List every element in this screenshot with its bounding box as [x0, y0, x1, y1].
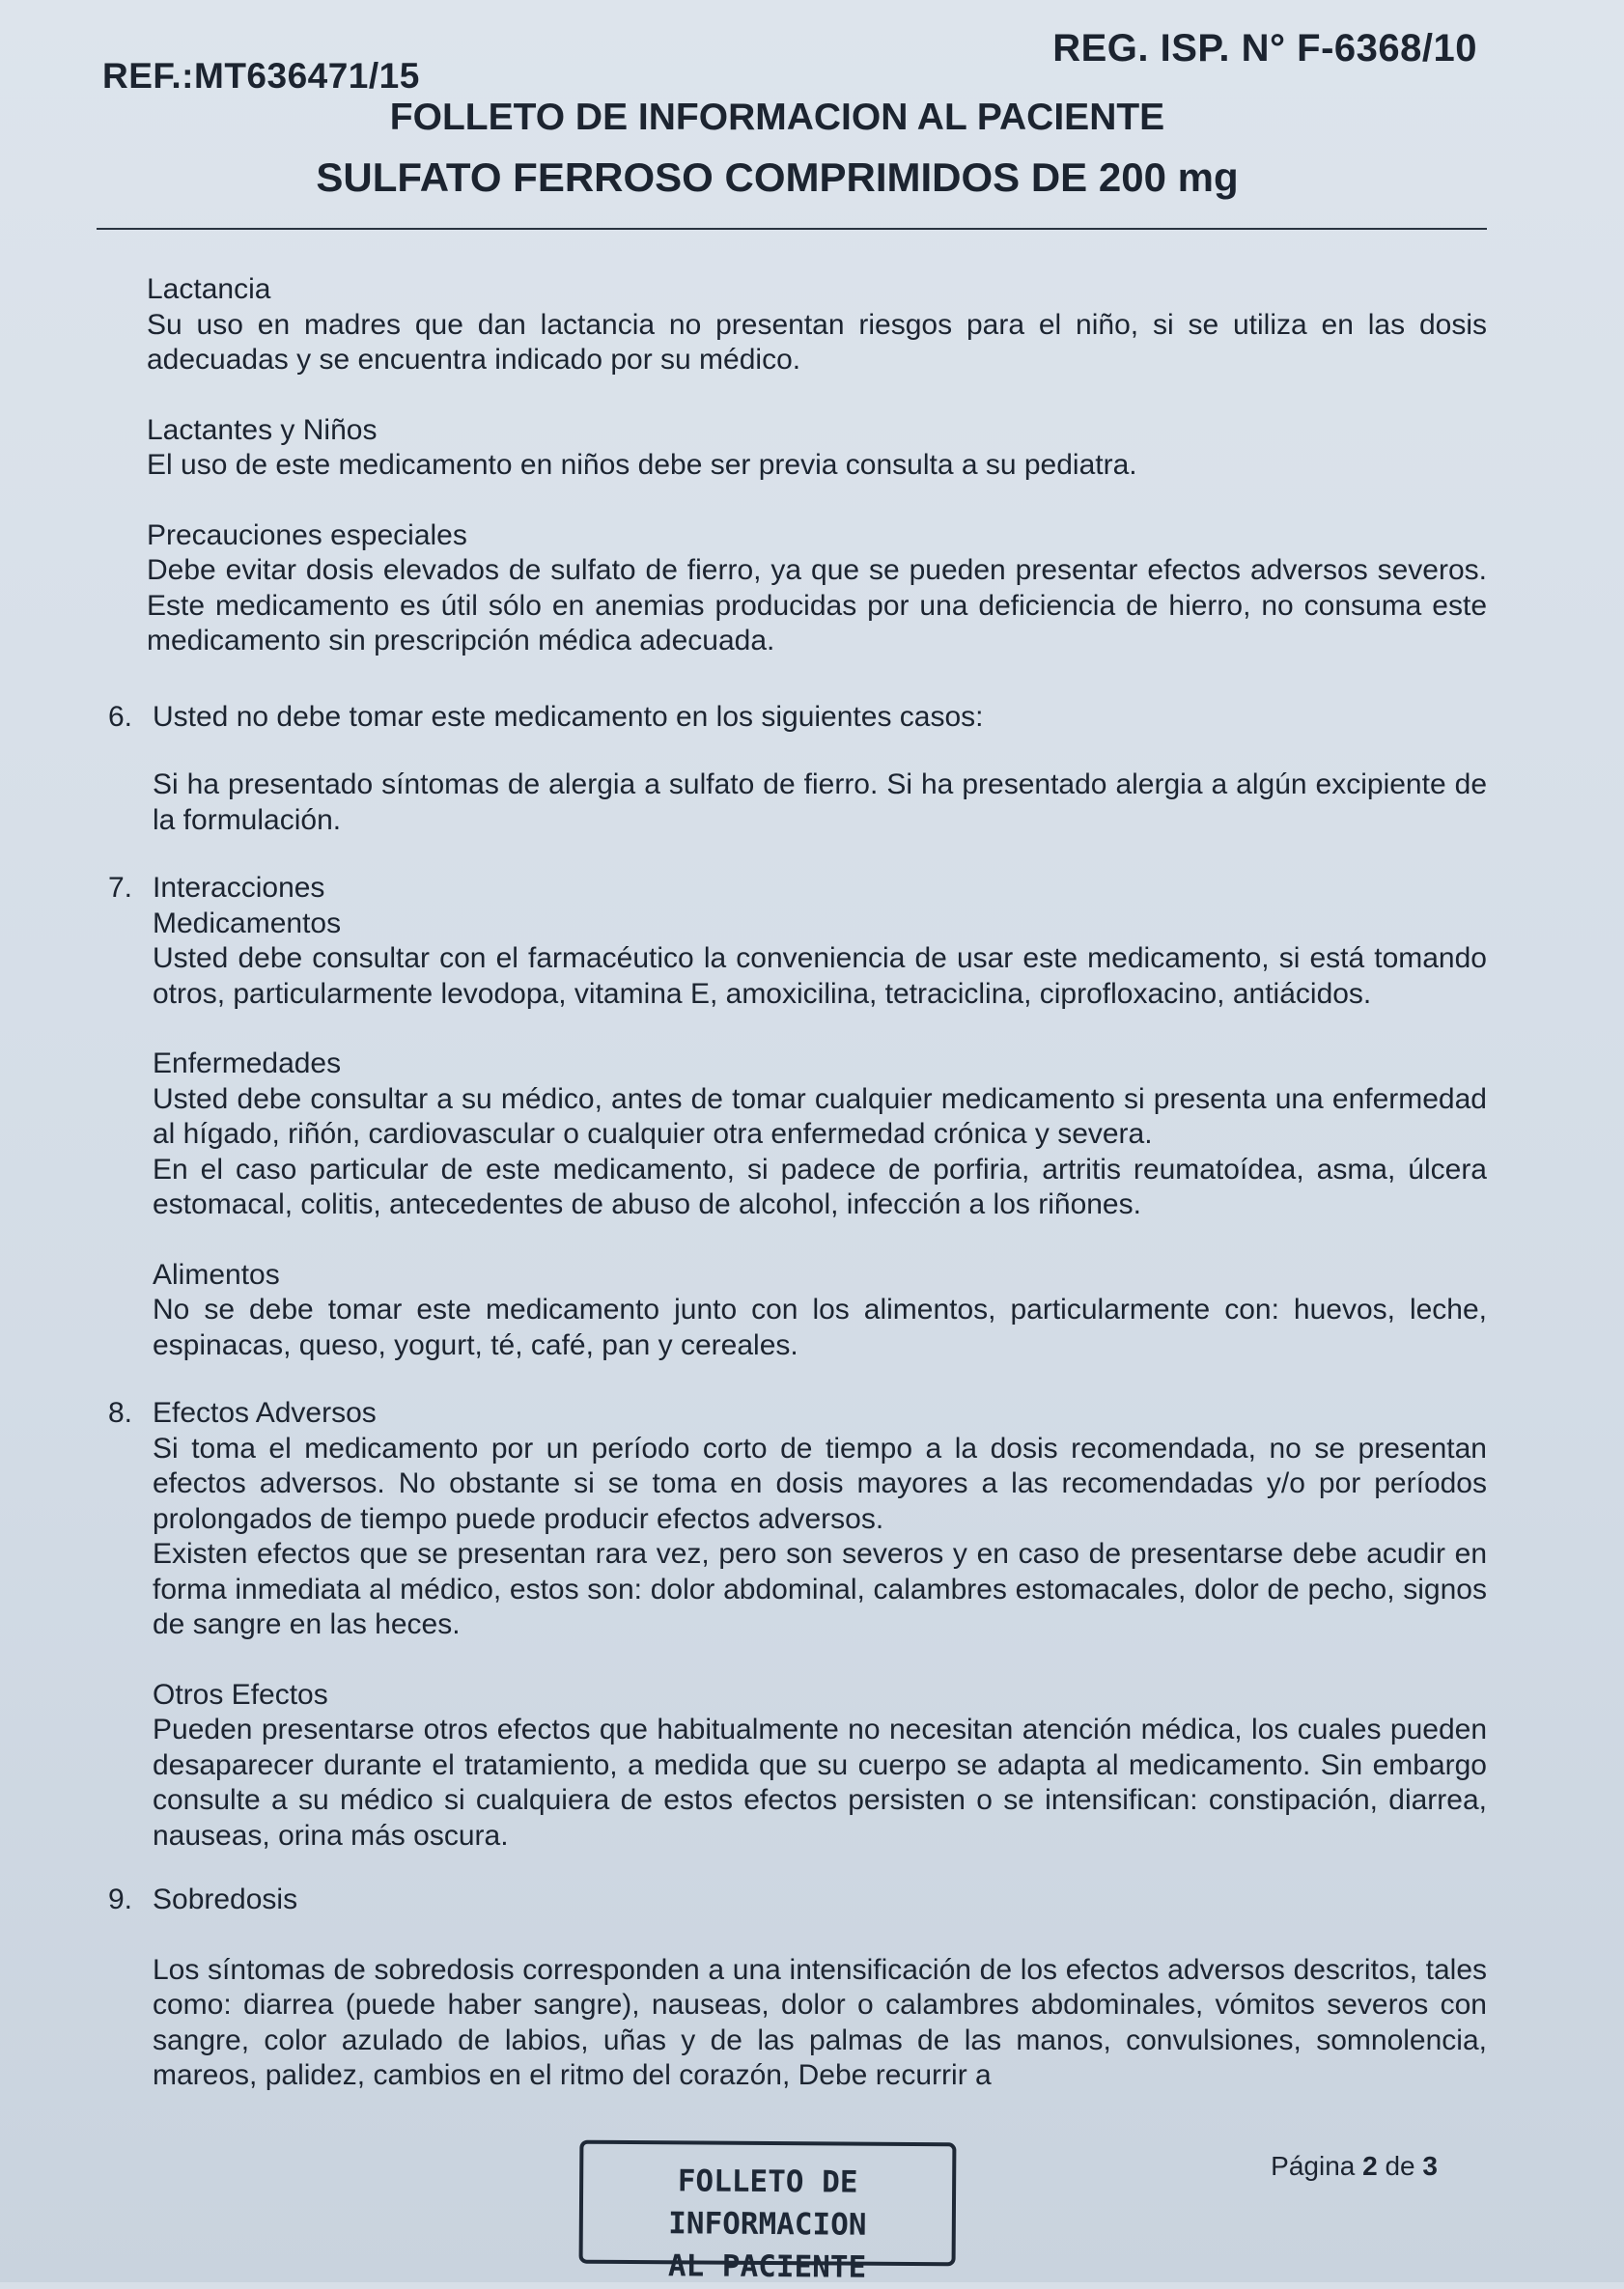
official-stamp: [579, 2140, 957, 2285]
page-prefix: Página: [1271, 2151, 1356, 2181]
page-total: 3: [1422, 2151, 1438, 2181]
subsection-text-enfermedades: En el caso particular de este medicamento, si padece de porfiria, artritis reumatoídea, asma, úlcera estomacal, colitis, antecedentes de abuso de alcohol, infección a los riñones.: [153, 1153, 1487, 1220]
page-current: 2: [1362, 2151, 1378, 2181]
section-text: Su uso en madres que dan lactancia no presentan riesgos para el niño, si se utiliza en las dosis adecuadas y se encuentra indicado por su médico.: [147, 308, 1487, 376]
section-heading: Usted no debe tomar este medicamento en los siguientes casos:: [153, 700, 984, 733]
section-lactancia: [97, 272, 1487, 378]
section-heading: Precauciones especiales: [147, 518, 467, 551]
subsection-heading-alimentos: Alimentos: [153, 1258, 280, 1291]
section-7: [97, 871, 1487, 1363]
section-heading: Sobredosis: [153, 1884, 298, 1915]
subsection-text-medicamentos: Usted debe consultar con el farmacéutico la conveniencia de usar este medicamento, si está tomando otros, particularmente levodopa, vitamina E, amoxicilina, tetraciclina, ciprofloxacino, antiácidos.: [153, 942, 1487, 1010]
header-divider: [97, 228, 1487, 230]
subsection-heading-enfermedades: Enfermedades: [153, 1047, 342, 1079]
stamp-line: FOLLETO DE INFORMACION: [668, 2163, 867, 2243]
registration-number: REG. ISP. N° F-6368/10: [1052, 27, 1477, 70]
subsection-text-alimentos: No se debe tomar este medicamento junto con los alimentos, particularmente con: huevos, leche, espinacas, queso, yogurt, té, café, pan y cereales.: [153, 1294, 1487, 1361]
document-subtitle: SULFATO FERROSO COMPRIMIDOS DE 200 mg: [316, 154, 1239, 200]
section-precauciones: [97, 518, 1487, 659]
section-heading: Lactantes y Niños: [147, 413, 378, 446]
document-title: FOLLETO DE INFORMACION AL PACIENTE: [389, 97, 1165, 138]
section-text: Los síntomas de sobredosis corresponden a una intensificación de los efectos adversos descritos, tales como: diarrea (puede haber sangre), nauseas, dolor o calambres abdominales, vómitos severos con sangre, color azulado de labios, uñas y de las palmas de las manos, convulsiones, somnolencia, mareos, palidez, cambios en el ritmo del corazón, Debe recurrir a: [153, 1953, 1487, 2091]
section-8: [97, 1396, 1487, 1854]
section-text: Si ha presentado síntomas de alergia a sulfato de fierro. Si ha presentado alergia a algún excipiente de la formulación.: [153, 768, 1487, 836]
section-text: El uso de este medicamento en niños debe ser previa consulta a su pediatra.: [147, 449, 1137, 481]
section-9: [97, 1883, 1487, 2094]
section-heading: Interacciones: [153, 872, 325, 904]
subsection-heading-medicamentos: Medicamentos: [153, 907, 342, 939]
section-number: 7.: [108, 872, 133, 904]
section-number: 6.: [108, 700, 133, 733]
subsection-text-otros-efectos: Pueden presentarse otros efectos que habitualmente no necesitan atención médica, los cuales pueden desaparecer durante el tratamiento, a medida que su cuerpo se adapta al medicamento. Sin embargo consulte a su médico si cualquiera de estos efectos persisten o se intensifican: constipación, diarrea, nauseas, orina más oscura.: [153, 1714, 1487, 1852]
page-of: de: [1385, 2151, 1415, 2181]
reference-number: REF.:MT636471/15: [102, 56, 420, 96]
page-number: [1271, 2151, 1438, 2182]
section-text: Existen efectos que se presentan rara vez, pero son severos y en caso de presentarse debe acudir en forma inmediata al médico, estos son: dolor abdominal, calambres estomacales, dolor de pecho, signos de sangre en las heces.: [153, 1538, 1487, 1640]
section-heading: Efectos Adversos: [153, 1397, 377, 1429]
section-text: Debe evitar dosis elevados de sulfato de fierro, ya que se pueden presentar efectos adversos severos. Este medicamento es útil sólo en anemias producidas por una deficiencia de hierro, no consuma este medicamento sin prescripción médica adecuada.: [147, 554, 1487, 656]
subsection-text-enfermedades: Usted debe consultar a su médico, antes de tomar cualquier medicamento si presenta una enfermedad al hígado, riñón, cardiovascular o cualquier otra enfermedad crónica y severa.: [153, 1082, 1487, 1150]
section-lactantes: [97, 413, 1487, 484]
subsection-heading-otros-efectos: Otros Efectos: [153, 1678, 328, 1711]
document-body: [97, 272, 1487, 2094]
section-number: 9.: [108, 1884, 133, 1915]
section-heading: Lactancia: [147, 273, 271, 305]
stamp-line: AL PACIENTE: [667, 2248, 867, 2285]
section-6: [97, 700, 1487, 839]
section-text: Si toma el medicamento por un período corto de tiempo a la dosis recomendada, no se presentan efectos adversos. No obstante si se toma en dosis mayores a las recomendadas y/o por períodos prolongados de tiempo puede producir efectos adversos.: [153, 1432, 1487, 1535]
section-number: 8.: [108, 1397, 133, 1429]
